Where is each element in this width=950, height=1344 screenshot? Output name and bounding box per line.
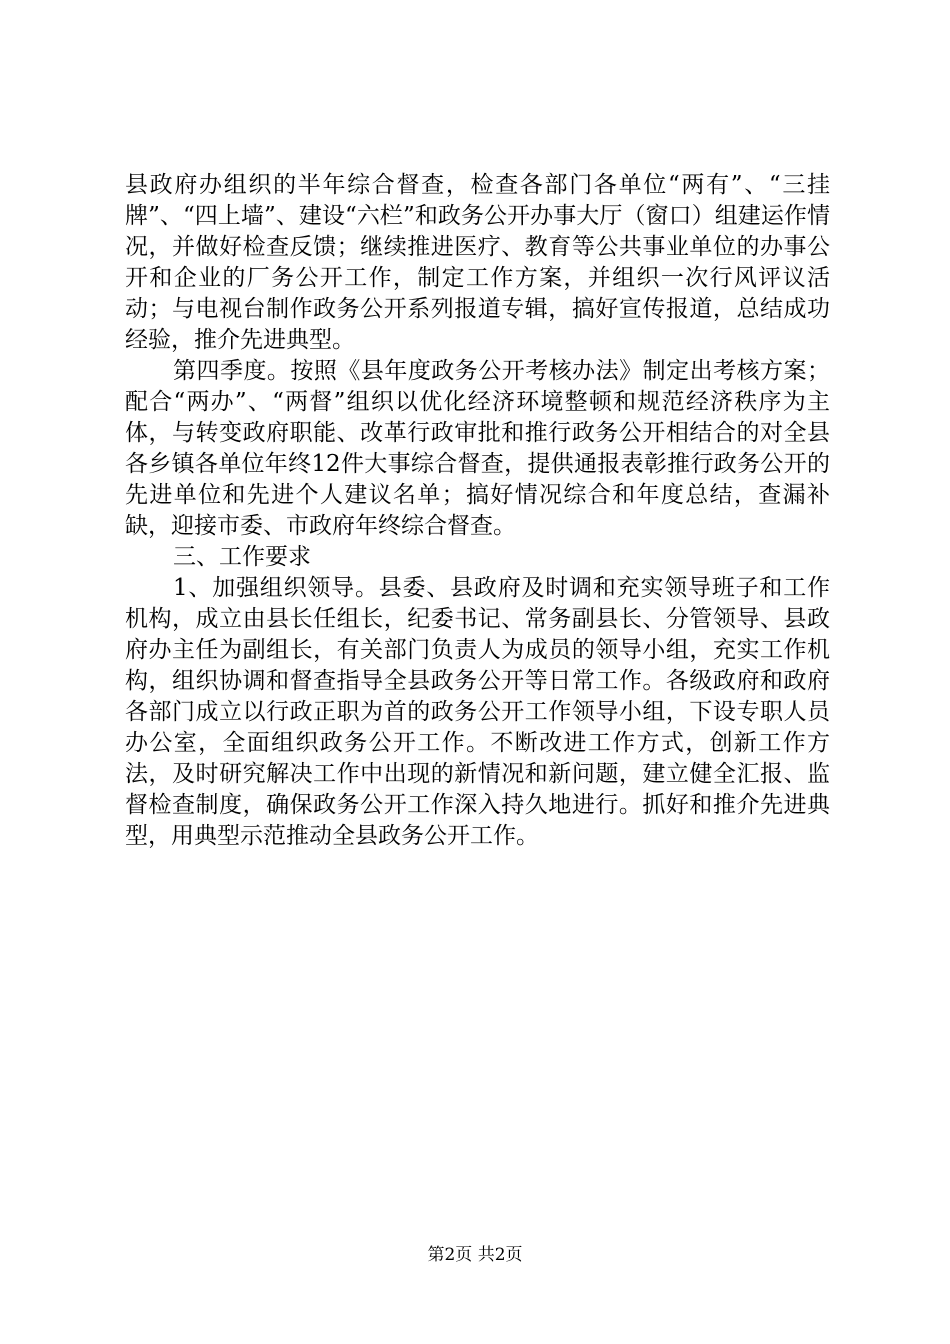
document-body <box>125 170 830 852</box>
section-heading-work-requirements: 三、工作要求 <box>173 544 311 570</box>
page-footer: 第2页 共2页 <box>427 1245 523 1265</box>
paragraph-strengthen-leadership: 1、加强组织领导。县委、县政府及时调和充实领导班子和工作机构，成立由县长任组长，纪委书记、常务副县长、分管领导、县政府办主任为副组长，有关部门负责人为成员的领导小组，充实工作机构，组织协调和督查指导全县政务公开等日常工作。各级政府和政府各部门成立以行政正职为首的政务公开工作领导小组，下设专职人员办公室，全面组织政务公开工作。不断改进工作方式，创新工作方法，及时研究解决工作中出现的新情况和新问题，建立健全汇报、监督检查制度，确保政务公开工作深入持久地进行。抓好和推介先进典型，用典型示范推动全县政务公开工作。 <box>125 575 830 849</box>
paragraph-continuation: 县政府办组织的半年综合督查，检查各部门各单位“两有”、“三挂牌”、“四上墙”、建设“六栏”和政务公开办事大厅（窗口）组建运作情况，并做好检查反馈；继续推进医疗、教育等公共事业单位的办事公开和企业的厂务公开工作，制定工作方案，并组织一次行风评议活动；与电视台制作政务公开系列报道专辑，搞好宣传报道，总结成功经验，推介先进典型。 <box>125 172 830 353</box>
paragraph-fourth-quarter: 第四季度。按照《县年度政务公开考核办法》制定出考核方案；配合“两办”、“两督”组织以优化经济环境整顿和规范经济秩序为主体，与转变政府职能、改革行政审批和推行政务公开相结合的对全县各乡镇各单位年终12件大事综合督查，提供通报表彰推行政务公开的先进单位和先进个人建议名单；搞好情况综合和年度总结，查漏补缺，迎接市委、市政府年终综合督查。 <box>125 358 830 539</box>
